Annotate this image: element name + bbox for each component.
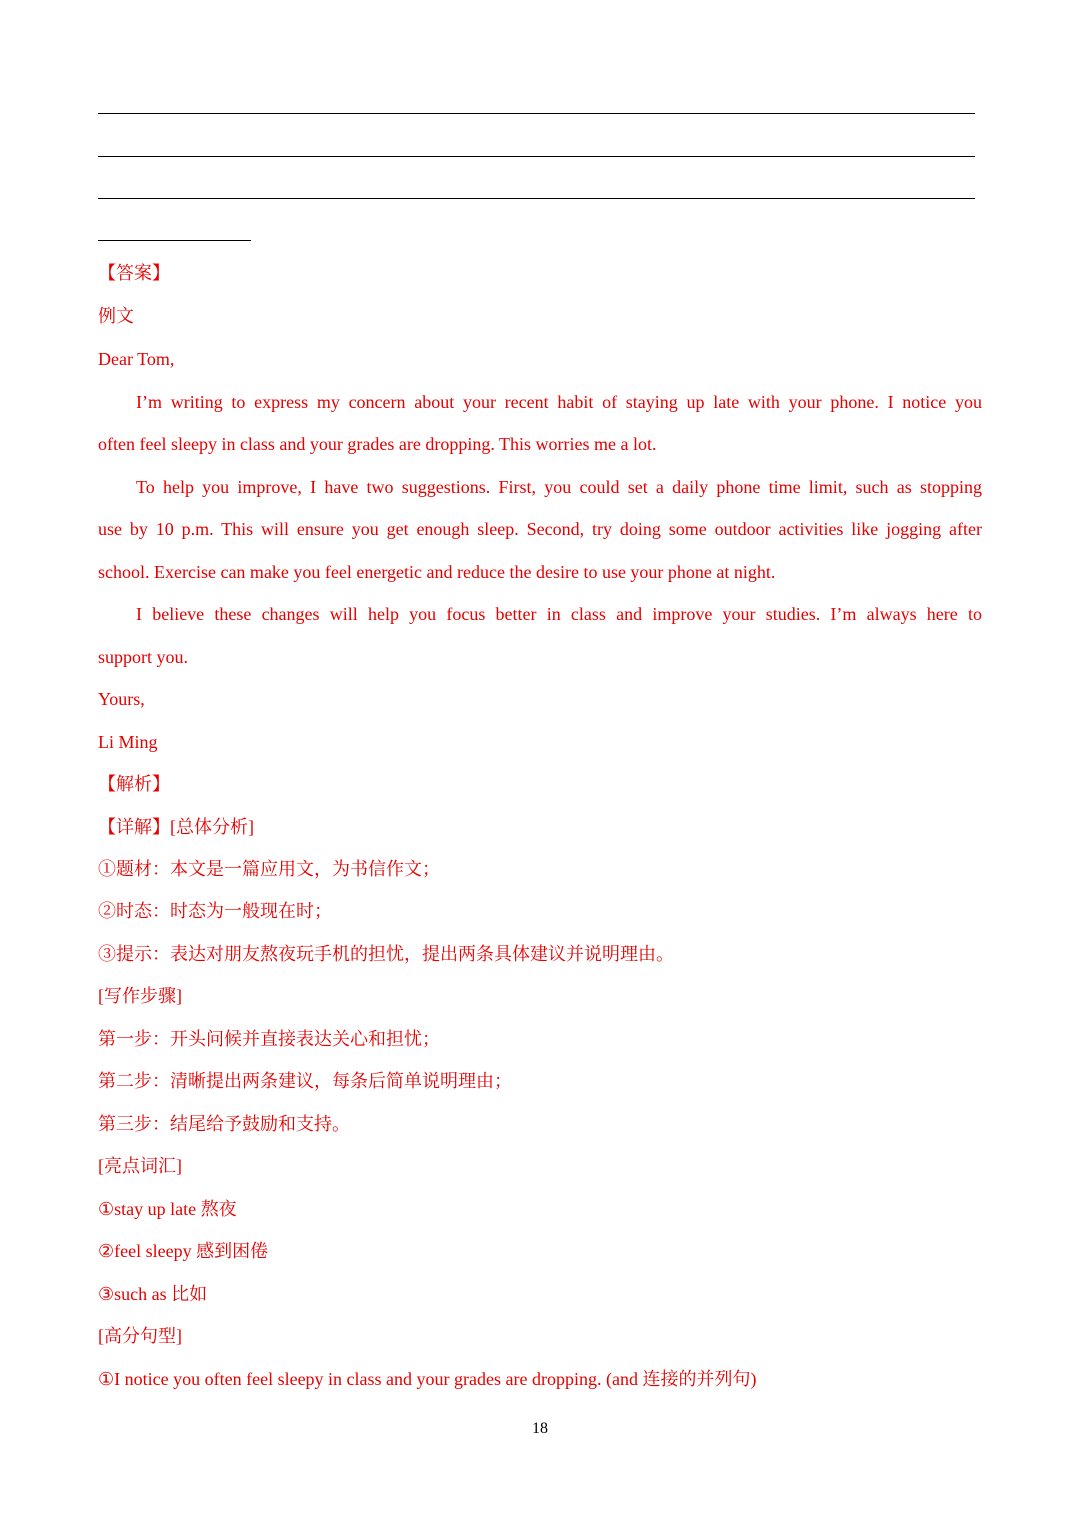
vocabulary-item-2: ②feel sleepy 感到困倦 <box>98 1241 269 1261</box>
sentence-patterns-heading: [高分句型] <box>98 1326 182 1346</box>
overall-analysis-heading: [总体分析] <box>170 817 254 837</box>
page-number: 18 <box>532 1420 548 1437</box>
sentence-pattern-1: ①I notice you often feel sleepy in class and your grades are dropping. (and 连接的并列句) <box>98 1369 757 1389</box>
writing-steps-heading: [写作步骤] <box>98 986 182 1006</box>
detail-line <box>98 815 254 839</box>
letter-paragraph-2-line-2: use by 10 p.m. This will ensure you get enough sleep. Second, try doing some outdoor activities like jogging after <box>98 519 982 539</box>
answer-label: 【答案】 <box>98 263 170 283</box>
letter-salutation: Dear Tom, <box>98 349 175 369</box>
letter-paragraph-3-line-1: I believe these changes will help you focus better in class and improve your studies. I’m always here to <box>136 604 982 624</box>
vocabulary-item-3: ③such as 比如 <box>98 1284 208 1304</box>
answer-blank-line-2 <box>98 156 975 157</box>
detail-label: 【详解】 <box>98 817 170 837</box>
overall-item-2: ②时态：时态为一般现在时； <box>98 901 332 921</box>
letter-paragraph-1-line-2: often feel sleepy in class and your grades are dropping. This worries me a lot. <box>98 434 657 454</box>
writing-step-2: 第二步：清晰提出两条建议，每条后简单说明理由； <box>98 1071 512 1091</box>
vocabulary-heading: [亮点词汇] <box>98 1156 182 1176</box>
letter-closing: Yours, <box>98 689 145 709</box>
vocabulary-item-1: ①stay up late 熬夜 <box>98 1199 237 1219</box>
letter-paragraph-2-line-3: school. Exercise can make you feel energetic and reduce the desire to use your phone at night. <box>98 562 776 582</box>
sample-essay-heading: 例文 <box>98 306 134 326</box>
writing-step-1: 第一步：开头问候并直接表达关心和担忧； <box>98 1029 440 1049</box>
overall-item-3: ③提示：表达对朋友熬夜玩手机的担忧，提出两条具体建议并说明理由。 <box>98 944 674 964</box>
writing-step-3: 第三步：结尾给予鼓励和支持。 <box>98 1114 350 1134</box>
analysis-label: 【解析】 <box>98 774 170 794</box>
letter-paragraph-1-line-1: I’m writing to express my concern about your recent habit of staying up late with your phone. I notice you <box>136 392 982 412</box>
letter-paragraph-2-line-1: To help you improve, I have two suggestions. First, you could set a daily phone time limit, such as stopping <box>136 477 982 497</box>
overall-item-1: ①题材：本文是一篇应用文，为书信作文； <box>98 859 440 879</box>
answer-blank-line-1 <box>98 113 975 114</box>
answer-blank-line-4 <box>98 240 251 241</box>
answer-blank-line-3 <box>98 198 975 199</box>
letter-signature: Li Ming <box>98 732 158 752</box>
letter-paragraph-3-line-2: support you. <box>98 647 188 667</box>
